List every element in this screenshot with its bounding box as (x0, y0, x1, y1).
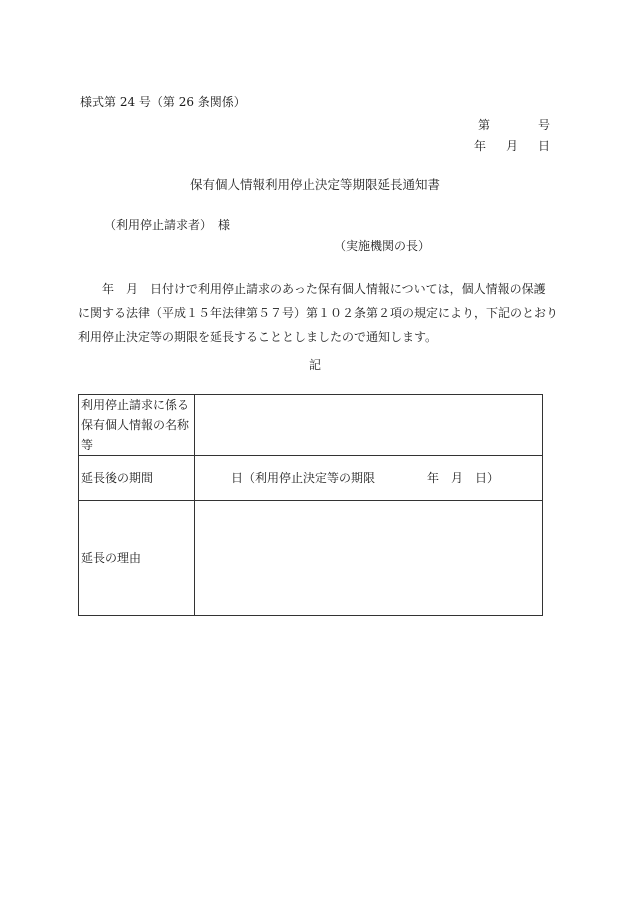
document-date-line (474, 140, 550, 152)
body-line: 利用停止決定等の期限を延長することとしましたので通知します。 (78, 330, 438, 344)
document-title: 保有個人情報利用停止決定等期限延長通知書 (189, 177, 440, 192)
sender: （実施機関の長） (333, 239, 430, 253)
number-prefix: 第 (477, 118, 490, 132)
table-row (79, 456, 543, 501)
extended-period-value (195, 456, 543, 501)
date-day: 日 (537, 139, 550, 153)
period-date-text: 年 月 日） (427, 471, 500, 485)
form-number: 様式第 24 号（第 26 条関係） (80, 95, 246, 109)
extended-period-label: 延長後の期間 (79, 456, 195, 501)
extension-reason-label: 延長の理由 (79, 501, 195, 616)
extension-reason-value (195, 501, 543, 616)
recipient: （利用停止請求者） 様 (104, 218, 231, 232)
body-line: に関する法律（平成１５年法律第５７号）第１０２条第２項の規定により，下記のとおり (78, 306, 559, 320)
number-suffix: 号 (537, 118, 550, 132)
date-year: 年 (473, 139, 486, 153)
info-name-value (195, 395, 543, 456)
info-name-label: 利用停止請求に係る保有個人情報の名称等 (79, 395, 195, 456)
ki-heading: 記 (308, 358, 321, 372)
body-line: 年 月 日付けで利用停止請求のあった保有個人情報については，個人情報の保護 (78, 282, 546, 296)
period-day-text: 日（利用停止決定等の期限 (231, 471, 376, 485)
body-text (78, 277, 559, 349)
document-number-line (478, 119, 550, 131)
notice-table (78, 394, 543, 616)
table-row (79, 395, 543, 456)
table-row (79, 501, 543, 616)
date-month: 月 (505, 139, 518, 153)
